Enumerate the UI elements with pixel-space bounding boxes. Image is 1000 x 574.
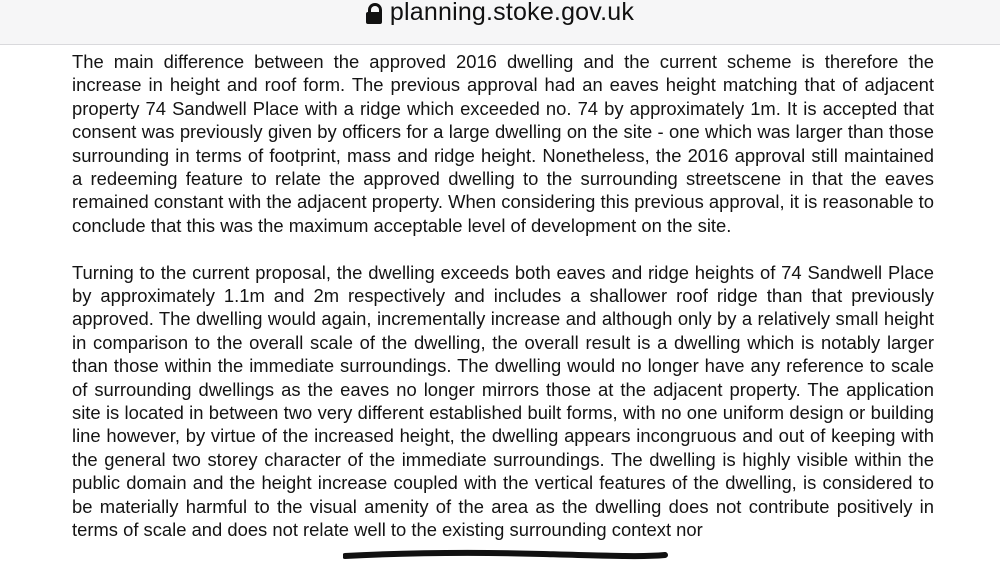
document-body — [72, 50, 934, 542]
lock-icon — [366, 3, 382, 25]
browser-address-bar[interactable] — [0, 0, 1000, 45]
pen-strikethrough-mark — [343, 549, 668, 561]
paragraph-1: The main difference between the approved 2016 dwelling and the current scheme is therefore the increase in height and roof form. The previous approval had an eaves height matching that of adjacent property 74 Sandwell Place with a ridge which exceeded no. 74 by approximately 1m. It is accepted that consent was previously given by officers for a large dwelling on the site - one which was larger than those surrounding in terms of footprint, mass and ridge height. Nonetheless, the 2016 approval still maintained a redeeming feature to relate the approved dwelling to the surrounding streetscene in that the eaves remained constant with the adjacent property. When considering this previous approval, it is reasonable to conclude that this was the maximum acceptable level of development on the site. — [72, 51, 934, 236]
paragraph-2: Turning to the current proposal, the dwelling exceeds both eaves and ridge heights of 74 Sandwell Place by approximately 1.1m and 2m respectively and includes a shallower roof ridge than that previously approved. The dwelling would again, incrementally increase and although only by a relatively small height in comparison to the overall scale of the dwelling, the overall result is a dwelling which is notably larger than those within the immediate surroundings. The dwelling would no longer have any reference to scale of surrounding dwellings as the eaves no longer mirrors those at the adjacent property. The application site is located in between two very different established built forms, with no one uniform design or building line however, by virtue of the increased height, the dwelling appears incongruous and out of keeping with the general two storey character of the immediate surroundings. The dwelling is highly visible within the public domain and the height increase coupled with the vertical features of the dwelling, is considered to be materially harmful to the visual amenity of the area as the dwelling does not contribute positively in terms of scale and does not relate well to the existing surrounding context nor — [72, 261, 934, 541]
url-text[interactable]: planning.stoke.gov.uk — [389, 0, 635, 26]
lock-body — [366, 12, 382, 24]
address-bar-inner — [366, 0, 634, 27]
